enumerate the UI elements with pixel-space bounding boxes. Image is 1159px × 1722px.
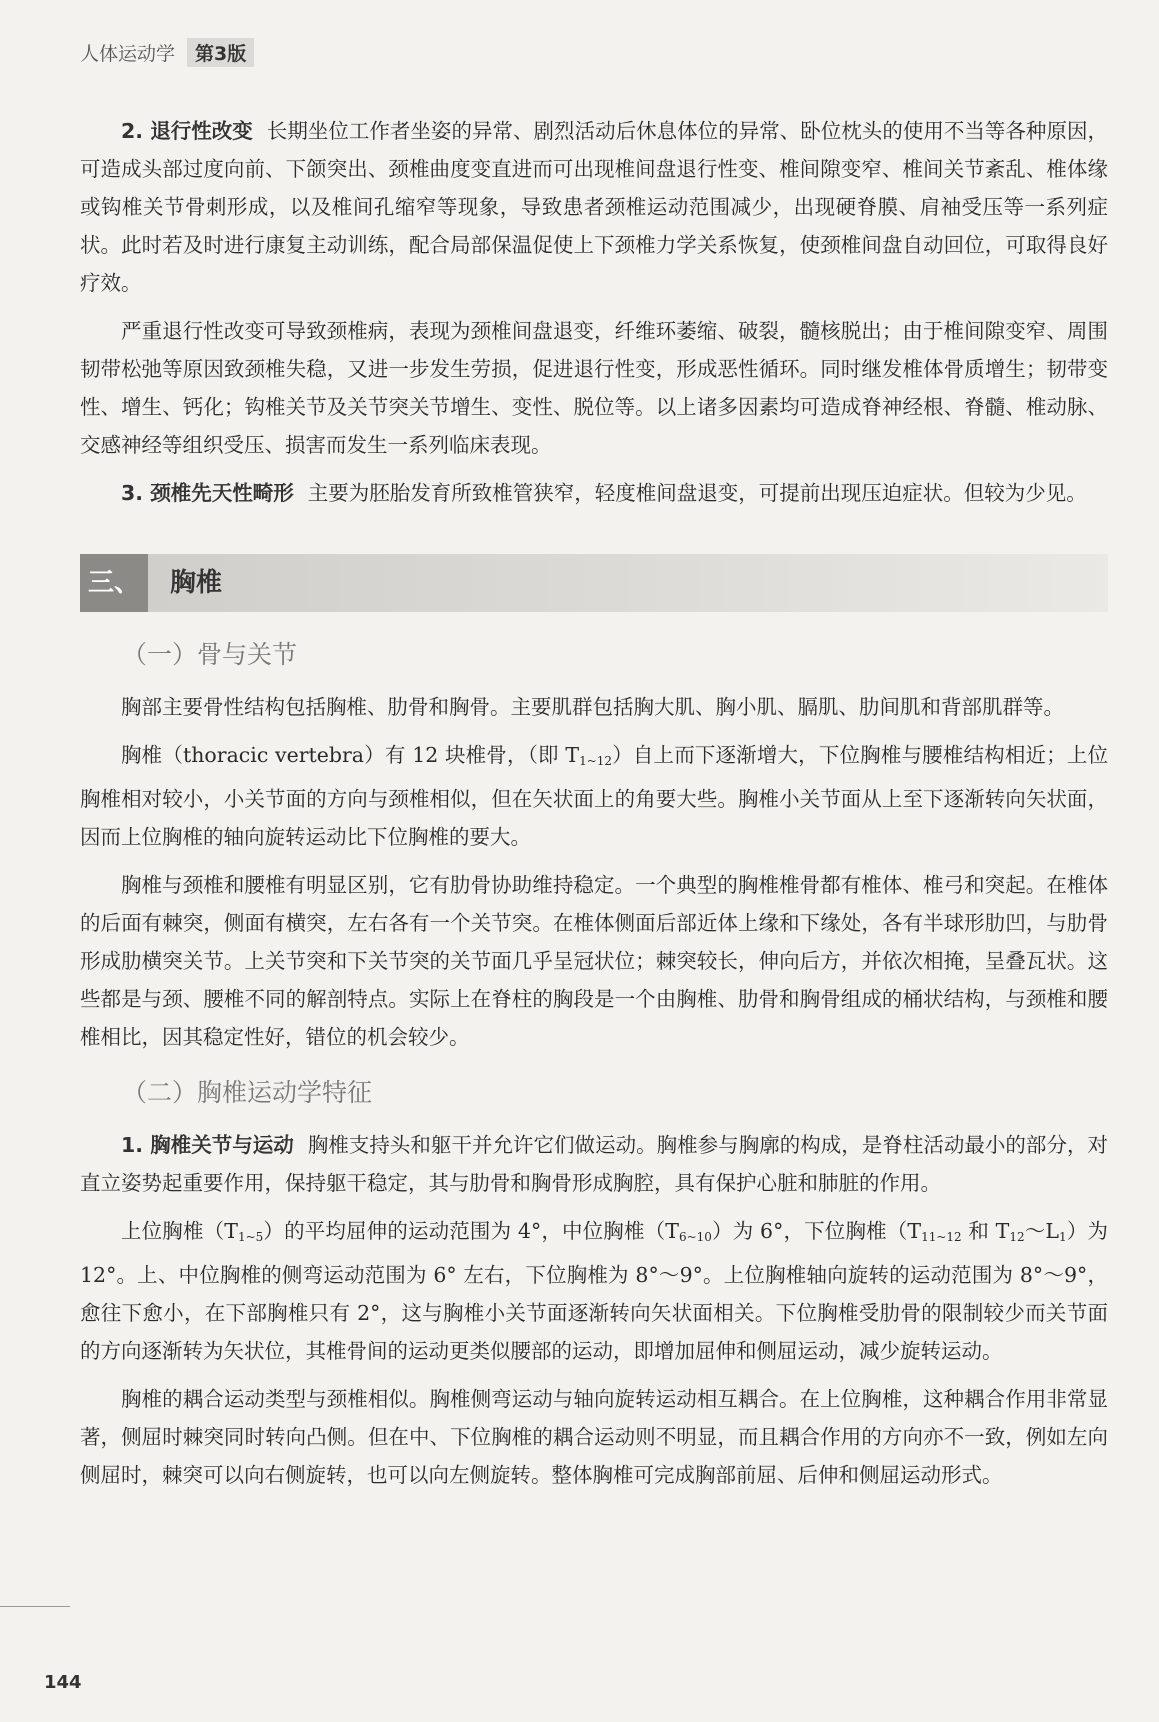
page-number: 144 xyxy=(44,1672,82,1693)
paragraph xyxy=(80,736,1108,856)
subsection-title: （一）骨与关节 xyxy=(122,640,298,669)
subscript: 6~10 xyxy=(678,1230,712,1244)
paragraph xyxy=(80,474,1108,512)
paragraph-text: ～L xyxy=(1024,1219,1060,1243)
paragraph-text: ）的平均屈伸的运动范围为 4°，中位胸椎（T xyxy=(263,1219,679,1243)
paragraph-text: 长期坐位工作者坐姿的异常、剧烈活动后休息体位的异常、卧位枕头的使用不当等各种原因，可造成头部过度向前、下颌突出、颈椎曲度变直进而可出现椎间盘退行性变、椎间隙变窄、椎间关节紊乱、椎体缘或钩椎关节骨刺形成，以及椎间孔缩窄等现象，导致患者颈椎运动范围减少，出现硬脊膜、肩袖受压等一系列症状。此时若及时进行康复主动训练，配合局部保温促使上下颈椎力学关系恢复，使颈椎间盘自动回位，可取得良好疗效。 xyxy=(80,119,1108,295)
paragraph: 严重退行性改变可导致颈椎病，表现为颈椎间盘退变，纤维环萎缩、破裂，髓核脱出；由于椎间隙变窄、周围韧带松弛等原因致颈椎失稳，又进一步发生劳损，促进退行性变，形成恶性循环。同时继发椎体骨质增生；韧带变性、增生、钙化；钩椎关节及关节突关节增生、变性、脱位等。以上诸多因素均可造成脊神经根、脊髓、椎动脉、交感神经等组织受压、损害而发生一系列临床表现。 xyxy=(80,319,1108,457)
subscript: 1 xyxy=(1059,1230,1067,1244)
paragraph-text: ）为 6°，下位胸椎（T xyxy=(711,1219,922,1243)
paragraph-text: 主要为胚胎发育所致椎管狭窄，轻度椎间盘退变，可提前出现压迫症状。但较为少见。 xyxy=(307,481,1087,505)
subscript: 1~12 xyxy=(579,754,613,768)
subsection-title: （二）胸椎运动学特征 xyxy=(122,1078,373,1107)
section-heading xyxy=(80,554,1108,612)
page-body xyxy=(80,112,1108,1504)
paragraph: 胸部主要骨性结构包括胸椎、肋骨和胸骨。主要肌群包括胸大肌、胸小肌、膈肌、肋间肌和背部肌群等。 xyxy=(121,695,1064,719)
paragraph xyxy=(80,1126,1108,1202)
paragraph-heading: 1. 胸椎关节与运动 xyxy=(121,1133,294,1157)
paragraph-text: 胸椎（thoracic vertebra）有 12 块椎骨，（即 T xyxy=(121,743,580,767)
paragraph-text: ）为 12°。上、中位胸椎的侧弯运动范围为 6° 左右，下位胸椎为 8°～9°。上位胸椎轴向旋转的运动范围为 8°～9°，愈往下愈小，在下部胸椎只有 2°，这与胸椎小关节面逐渐转向矢状面相关。下位胸椎受肋骨的限制较少而关节面的方向逐渐转为矢状位，其椎骨间的运动更类似腰部的运动，即增加屈伸和侧屈运动，减少旋转运动。 xyxy=(80,1219,1108,1363)
paragraph-text: 胸椎支持头和躯干并允许它们做运动。胸椎参与胸廓的构成，是脊柱活动最小的部分，对直立姿势起重要作用，保持躯干稳定，其与肋骨和胸骨形成胸腔，具有保护心脏和肺脏的作用。 xyxy=(80,1133,1108,1195)
section-title: 胸椎 xyxy=(170,568,223,598)
subscript: 11~12 xyxy=(921,1230,962,1244)
footer-rule xyxy=(0,1606,70,1607)
paragraph: 胸椎的耦合运动类型与颈椎相似。胸椎侧弯运动与轴向旋转运动相互耦合。在上位胸椎，这种耦合作用非常显著，侧屈时棘突同时转向凸侧。但在中、下位胸椎的耦合运动则不明显，而且耦合作用的方向亦不一致，例如左向侧屈时，棘突可以向右侧旋转，也可以向左侧旋转。整体胸椎可完成胸部前屈、后伸和侧屈运动形式。 xyxy=(80,1387,1108,1487)
book-title: 人体运动学 xyxy=(80,43,176,65)
running-head xyxy=(80,38,254,67)
paragraph-heading: 3. 颈椎先天性畸形 xyxy=(121,481,294,505)
subscript: 12 xyxy=(1009,1230,1025,1244)
paragraph xyxy=(80,1212,1108,1370)
edition-badge: 第3版 xyxy=(187,38,254,67)
subscript: 1~5 xyxy=(237,1230,264,1244)
paragraph-text: ）自上而下逐渐增大，下位胸椎与腰椎结构相近；上位胸椎相对较小，小关节面的方向与颈椎相似，但在矢状面上的角要大些。胸椎小关节面从上至下逐渐转向矢状面，因而上位胸椎的轴向旋转运动比下位胸椎的要大。 xyxy=(80,743,1108,849)
paragraph xyxy=(80,112,1108,302)
paragraph-heading: 2. 退行性改变 xyxy=(121,119,253,143)
section-number: 三、 xyxy=(80,554,148,612)
paragraph-text: 上位胸椎（T xyxy=(121,1219,238,1243)
paragraph-text: 和 T xyxy=(961,1219,1010,1243)
paragraph: 胸椎与颈椎和腰椎有明显区别，它有肋骨协助维持稳定。一个典型的胸椎椎骨都有椎体、椎弓和突起。在椎体的后面有棘突，侧面有横突，左右各有一个关节突。在椎体侧面后部近体上缘和下缘处，各有半球形肋凹，与肋骨形成肋横突关节。上关节突和下关节突的关节面几乎呈冠状位；棘突较长，伸向后方，并依次相掩，呈叠瓦状。这些都是与颈、腰椎不同的解剖特点。实际上在脊柱的胸段是一个由胸椎、肋骨和胸骨组成的桶状结构，与颈椎和腰椎相比，因其稳定性好，错位的机会较少。 xyxy=(80,873,1108,1049)
